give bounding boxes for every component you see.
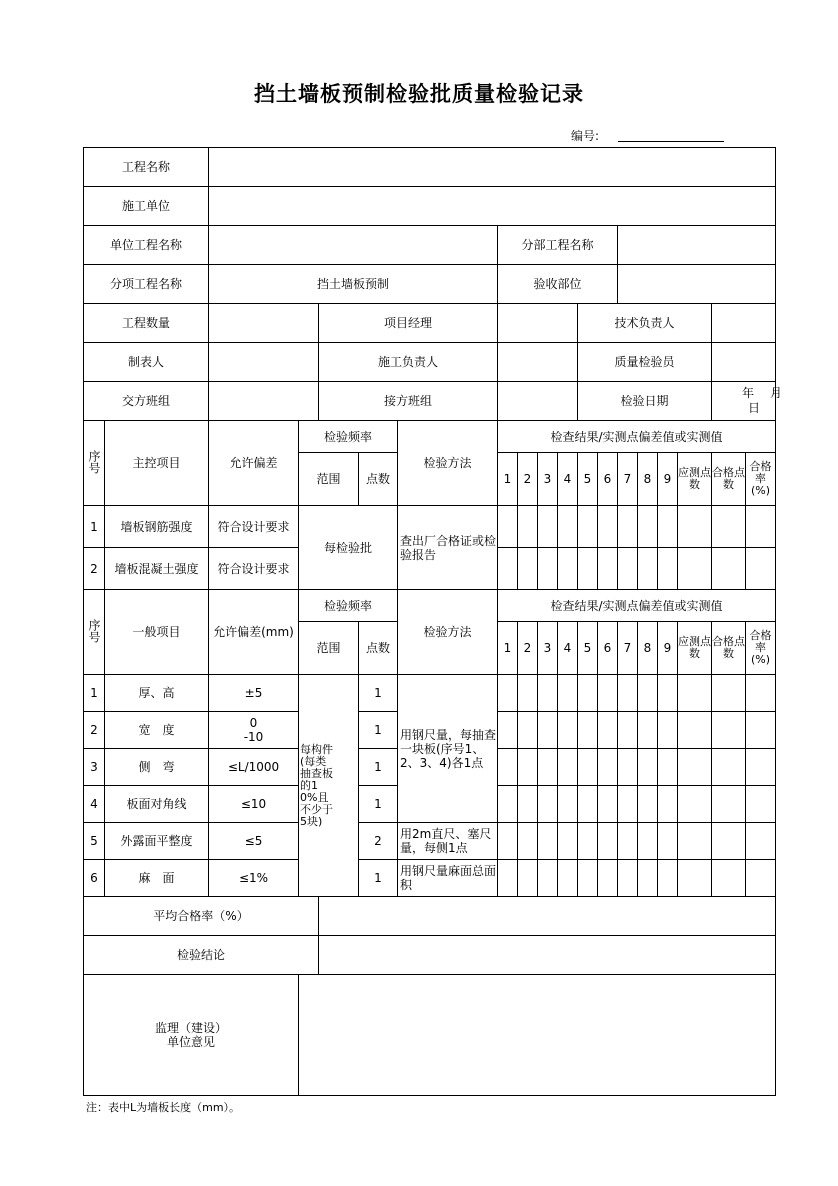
quantity-field[interactable] xyxy=(209,304,319,343)
general-row-item: 宽 度 xyxy=(105,712,209,749)
result-cell[interactable] xyxy=(538,860,558,897)
result-cell[interactable] xyxy=(618,749,638,786)
main-method-value: 查出厂合格证或检验报告 xyxy=(398,506,498,590)
result-cell[interactable] xyxy=(538,548,558,590)
result-cell[interactable] xyxy=(558,675,578,712)
result-cell[interactable] xyxy=(578,506,598,548)
general-row-tolerance: ±5 xyxy=(209,675,299,712)
result-cell[interactable] xyxy=(678,712,712,749)
result-cell[interactable] xyxy=(518,860,538,897)
result-cell[interactable] xyxy=(498,786,518,823)
division-project-field[interactable] xyxy=(618,226,776,265)
supervision-label-line2: 单位意见 xyxy=(166,1035,215,1049)
general-row-item: 外露面平整度 xyxy=(105,823,209,860)
inspection-record-table xyxy=(83,147,783,1096)
general-col-1: 1 xyxy=(498,622,518,675)
general-row-points: 1 xyxy=(359,712,398,749)
main-seq-header: 序号 xyxy=(84,421,105,506)
result-cell[interactable] xyxy=(538,749,558,786)
general-row-item: 侧 弯 xyxy=(105,749,209,786)
project-name-field[interactable] xyxy=(209,148,776,187)
general-col-3: 3 xyxy=(538,622,558,675)
item-project-label: 分项工程名称 xyxy=(84,265,209,304)
main-col-1: 1 xyxy=(498,453,518,506)
result-cell[interactable] xyxy=(498,823,518,860)
result-cell[interactable] xyxy=(678,506,712,548)
result-cell[interactable] xyxy=(638,786,658,823)
general-row-item: 麻 面 xyxy=(105,860,209,897)
result-cell[interactable] xyxy=(678,786,712,823)
receiving-team-field[interactable] xyxy=(498,382,578,421)
general-col-7: 7 xyxy=(618,622,638,675)
main-range-value: 每检验批 xyxy=(299,506,398,590)
main-col-3: 3 xyxy=(538,453,558,506)
result-cell[interactable] xyxy=(598,749,618,786)
result-cell[interactable] xyxy=(638,749,658,786)
result-cell[interactable] xyxy=(658,786,678,823)
project-manager-label: 项目经理 xyxy=(319,304,498,343)
result-cell[interactable] xyxy=(712,675,746,712)
general-range-value: 每构件(每类抽查板的10%且不少于5块) xyxy=(299,675,359,897)
main-row-item: 墙板混凝土强度 xyxy=(105,548,209,590)
general-points-header: 点数 xyxy=(359,622,398,675)
general-item-header: 一般项目 xyxy=(105,590,209,675)
tabulator-field[interactable] xyxy=(209,343,319,382)
division-project-label: 分部工程名称 xyxy=(498,226,618,265)
general-method-5: 用2m直尺、塞尺量，每侧1点 xyxy=(398,823,498,860)
quantity-label: 工程数量 xyxy=(84,304,209,343)
result-cell[interactable] xyxy=(618,786,638,823)
acceptance-part-field[interactable] xyxy=(618,265,776,304)
general-row-seq: 2 xyxy=(84,712,105,749)
result-cell[interactable] xyxy=(558,860,578,897)
item-project-value: 挡土墙板预制 xyxy=(209,265,498,304)
result-cell[interactable] xyxy=(678,548,712,590)
main-method-header: 检验方法 xyxy=(398,421,498,506)
result-cell[interactable] xyxy=(538,712,558,749)
general-col-4: 4 xyxy=(558,622,578,675)
main-qualified-points-header: 合格点数 xyxy=(712,453,746,506)
general-row-tolerance: ≤1% xyxy=(209,860,299,897)
main-results-header: 检查结果/实测点偏差值或实测值 xyxy=(498,421,776,453)
result-cell[interactable] xyxy=(678,860,712,897)
result-cell[interactable] xyxy=(712,749,746,786)
result-cell[interactable] xyxy=(498,506,518,548)
result-cell[interactable] xyxy=(558,749,578,786)
result-cell[interactable] xyxy=(598,823,618,860)
result-cell[interactable] xyxy=(578,823,598,860)
main-col-4: 4 xyxy=(558,453,578,506)
result-cell[interactable] xyxy=(678,749,712,786)
general-row-seq: 4 xyxy=(84,786,105,823)
inspection-date-label: 检验日期 xyxy=(578,382,712,421)
general-col-6: 6 xyxy=(598,622,618,675)
inspection-date-field[interactable] xyxy=(712,382,783,421)
result-cell[interactable] xyxy=(578,749,598,786)
result-cell[interactable] xyxy=(578,786,598,823)
unit-project-field[interactable] xyxy=(209,226,498,265)
result-cell[interactable] xyxy=(658,675,678,712)
general-pass-rate-header: 合格率(%) xyxy=(746,622,776,675)
main-freq-header: 检验频率 xyxy=(299,421,398,453)
main-col-8: 8 xyxy=(638,453,658,506)
result-cell[interactable] xyxy=(618,548,638,590)
result-cell[interactable] xyxy=(618,675,638,712)
tech-lead-field[interactable] xyxy=(712,304,776,343)
result-cell[interactable] xyxy=(578,712,598,749)
serial-number-label: 编号: xyxy=(571,129,600,143)
result-cell[interactable] xyxy=(746,548,776,590)
footnote: 注：表中L为墙板长度（mm）。 xyxy=(86,1101,241,1114)
result-cell[interactable] xyxy=(746,675,776,712)
result-cell[interactable] xyxy=(638,675,658,712)
result-cell[interactable] xyxy=(518,675,538,712)
result-cell[interactable] xyxy=(746,786,776,823)
general-should-measure-header: 应测点数 xyxy=(678,622,712,675)
result-cell[interactable] xyxy=(746,823,776,860)
result-cell[interactable] xyxy=(578,548,598,590)
result-cell[interactable] xyxy=(658,860,678,897)
result-cell[interactable] xyxy=(578,860,598,897)
page-title: 挡土墙板预制检验批质量检验记录 xyxy=(254,82,584,106)
general-freq-header: 检验频率 xyxy=(299,590,398,622)
result-cell[interactable] xyxy=(578,675,598,712)
general-col-5: 5 xyxy=(578,622,598,675)
general-method-1-4: 用钢尺量，每抽查一块板(序号1、2、3、4)各1点 xyxy=(398,675,498,823)
general-row-tolerance: ≤10 xyxy=(209,786,299,823)
avg-pass-rate-field[interactable] xyxy=(319,897,776,936)
qc-inspector-field[interactable] xyxy=(712,343,776,382)
result-cell[interactable] xyxy=(658,823,678,860)
date-day-label: 日 xyxy=(748,401,761,415)
result-cell[interactable] xyxy=(638,823,658,860)
result-cell[interactable] xyxy=(618,712,638,749)
project-name-label: 工程名称 xyxy=(84,148,209,187)
handover-team-label: 交方班组 xyxy=(84,382,209,421)
result-cell[interactable] xyxy=(598,786,618,823)
general-row-tolerance: ≤5 xyxy=(209,823,299,860)
result-cell[interactable] xyxy=(746,749,776,786)
general-col-2: 2 xyxy=(518,622,538,675)
result-cell[interactable] xyxy=(558,712,578,749)
result-cell[interactable] xyxy=(498,860,518,897)
conclusion-field[interactable] xyxy=(319,936,776,975)
main-col-5: 5 xyxy=(578,453,598,506)
main-col-6: 6 xyxy=(598,453,618,506)
main-points-header: 点数 xyxy=(359,453,398,506)
result-cell[interactable] xyxy=(746,712,776,749)
general-qualified-points-header: 合格点数 xyxy=(712,622,746,675)
serial-number-field[interactable] xyxy=(618,141,724,142)
main-should-measure-header: 应测点数 xyxy=(678,453,712,506)
result-cell[interactable] xyxy=(598,548,618,590)
result-cell[interactable] xyxy=(712,860,746,897)
result-cell[interactable] xyxy=(658,548,678,590)
qc-inspector-label: 质量检验员 xyxy=(578,343,712,382)
result-cell[interactable] xyxy=(518,786,538,823)
main-row-seq: 2 xyxy=(84,548,105,590)
result-cell[interactable] xyxy=(658,712,678,749)
supervision-label-line1: 监理（建设） xyxy=(154,1021,227,1035)
main-col-7: 7 xyxy=(618,453,638,506)
result-cell[interactable] xyxy=(558,823,578,860)
result-cell[interactable] xyxy=(618,823,638,860)
result-cell[interactable] xyxy=(498,548,518,590)
tech-lead-label: 技术负责人 xyxy=(578,304,712,343)
main-range-header: 范围 xyxy=(299,453,359,506)
general-row-tolerance: ≤L/1000 xyxy=(209,749,299,786)
general-row-item: 板面对角线 xyxy=(105,786,209,823)
result-cell[interactable] xyxy=(638,506,658,548)
result-cell[interactable] xyxy=(678,675,712,712)
result-cell[interactable] xyxy=(712,506,746,548)
result-cell[interactable] xyxy=(618,506,638,548)
construction-lead-label: 施工负责人 xyxy=(319,343,498,382)
tabulator-label: 制表人 xyxy=(84,343,209,382)
main-col-2: 2 xyxy=(518,453,538,506)
result-cell[interactable] xyxy=(518,506,538,548)
result-cell[interactable] xyxy=(712,786,746,823)
result-cell[interactable] xyxy=(638,548,658,590)
result-cell[interactable] xyxy=(678,823,712,860)
general-row-points: 1 xyxy=(359,749,398,786)
result-cell[interactable] xyxy=(538,506,558,548)
result-cell[interactable] xyxy=(598,712,618,749)
general-row-seq: 5 xyxy=(84,823,105,860)
result-cell[interactable] xyxy=(558,548,578,590)
general-method-header: 检验方法 xyxy=(398,590,498,675)
result-cell[interactable] xyxy=(746,506,776,548)
result-cell[interactable] xyxy=(498,712,518,749)
result-cell[interactable] xyxy=(518,749,538,786)
general-results-header: 检查结果/实测点偏差值或实测值 xyxy=(498,590,776,622)
main-row-item: 墙板钢筋强度 xyxy=(105,506,209,548)
general-row-item: 厚、高 xyxy=(105,675,209,712)
general-col-9: 9 xyxy=(658,622,678,675)
result-cell[interactable] xyxy=(498,749,518,786)
result-cell[interactable] xyxy=(518,823,538,860)
general-row-points: 1 xyxy=(359,860,398,897)
supervision-label xyxy=(84,975,299,1096)
general-method-6: 用钢尺量麻面总面积 xyxy=(398,860,498,897)
result-cell[interactable] xyxy=(498,675,518,712)
result-cell[interactable] xyxy=(658,749,678,786)
result-cell[interactable] xyxy=(598,675,618,712)
general-tolerance-header: 允许偏差(mm) xyxy=(209,590,299,675)
main-item-header: 主控项目 xyxy=(105,421,209,506)
project-manager-field[interactable] xyxy=(498,304,578,343)
main-row-tolerance: 符合设计要求 xyxy=(209,548,299,590)
general-row-seq: 3 xyxy=(84,749,105,786)
result-cell[interactable] xyxy=(598,860,618,897)
handover-team-field[interactable] xyxy=(209,382,319,421)
result-cell[interactable] xyxy=(658,506,678,548)
result-cell[interactable] xyxy=(618,860,638,897)
main-row-seq: 1 xyxy=(84,506,105,548)
receiving-team-label: 接方班组 xyxy=(319,382,498,421)
result-cell[interactable] xyxy=(558,786,578,823)
main-col-9: 9 xyxy=(658,453,678,506)
result-cell[interactable] xyxy=(518,712,538,749)
date-year-label: 年 xyxy=(742,386,755,400)
construction-lead-field[interactable] xyxy=(498,343,578,382)
result-cell[interactable] xyxy=(712,712,746,749)
result-cell[interactable] xyxy=(558,506,578,548)
result-cell[interactable] xyxy=(538,675,558,712)
contractor-field[interactable] xyxy=(209,187,776,226)
general-seq-header: 序号 xyxy=(84,590,105,675)
result-cell[interactable] xyxy=(538,786,558,823)
result-cell[interactable] xyxy=(638,860,658,897)
unit-project-label: 单位工程名称 xyxy=(84,226,209,265)
result-cell[interactable] xyxy=(598,506,618,548)
result-cell[interactable] xyxy=(712,823,746,860)
main-row-tolerance: 符合设计要求 xyxy=(209,506,299,548)
result-cell[interactable] xyxy=(712,548,746,590)
main-tolerance-header: 允许偏差 xyxy=(209,421,299,506)
acceptance-part-label: 验收部位 xyxy=(498,265,618,304)
main-pass-rate-header: 合格率(%) xyxy=(746,453,776,506)
general-col-8: 8 xyxy=(638,622,658,675)
avg-pass-rate-label: 平均合格率（%） xyxy=(84,897,319,936)
result-cell[interactable] xyxy=(638,712,658,749)
result-cell[interactable] xyxy=(518,548,538,590)
general-row-tolerance: 0 -10 xyxy=(209,712,299,749)
result-cell[interactable] xyxy=(538,823,558,860)
general-row-seq: 6 xyxy=(84,860,105,897)
contractor-label: 施工单位 xyxy=(84,187,209,226)
general-row-seq: 1 xyxy=(84,675,105,712)
date-month-label: 月 xyxy=(770,386,783,400)
supervision-opinion-field[interactable] xyxy=(299,975,776,1096)
conclusion-label: 检验结论 xyxy=(84,936,319,975)
general-range-header: 范围 xyxy=(299,622,359,675)
general-row-points: 1 xyxy=(359,786,398,823)
general-row-points: 2 xyxy=(359,823,398,860)
general-row-points: 1 xyxy=(359,675,398,712)
result-cell[interactable] xyxy=(746,860,776,897)
